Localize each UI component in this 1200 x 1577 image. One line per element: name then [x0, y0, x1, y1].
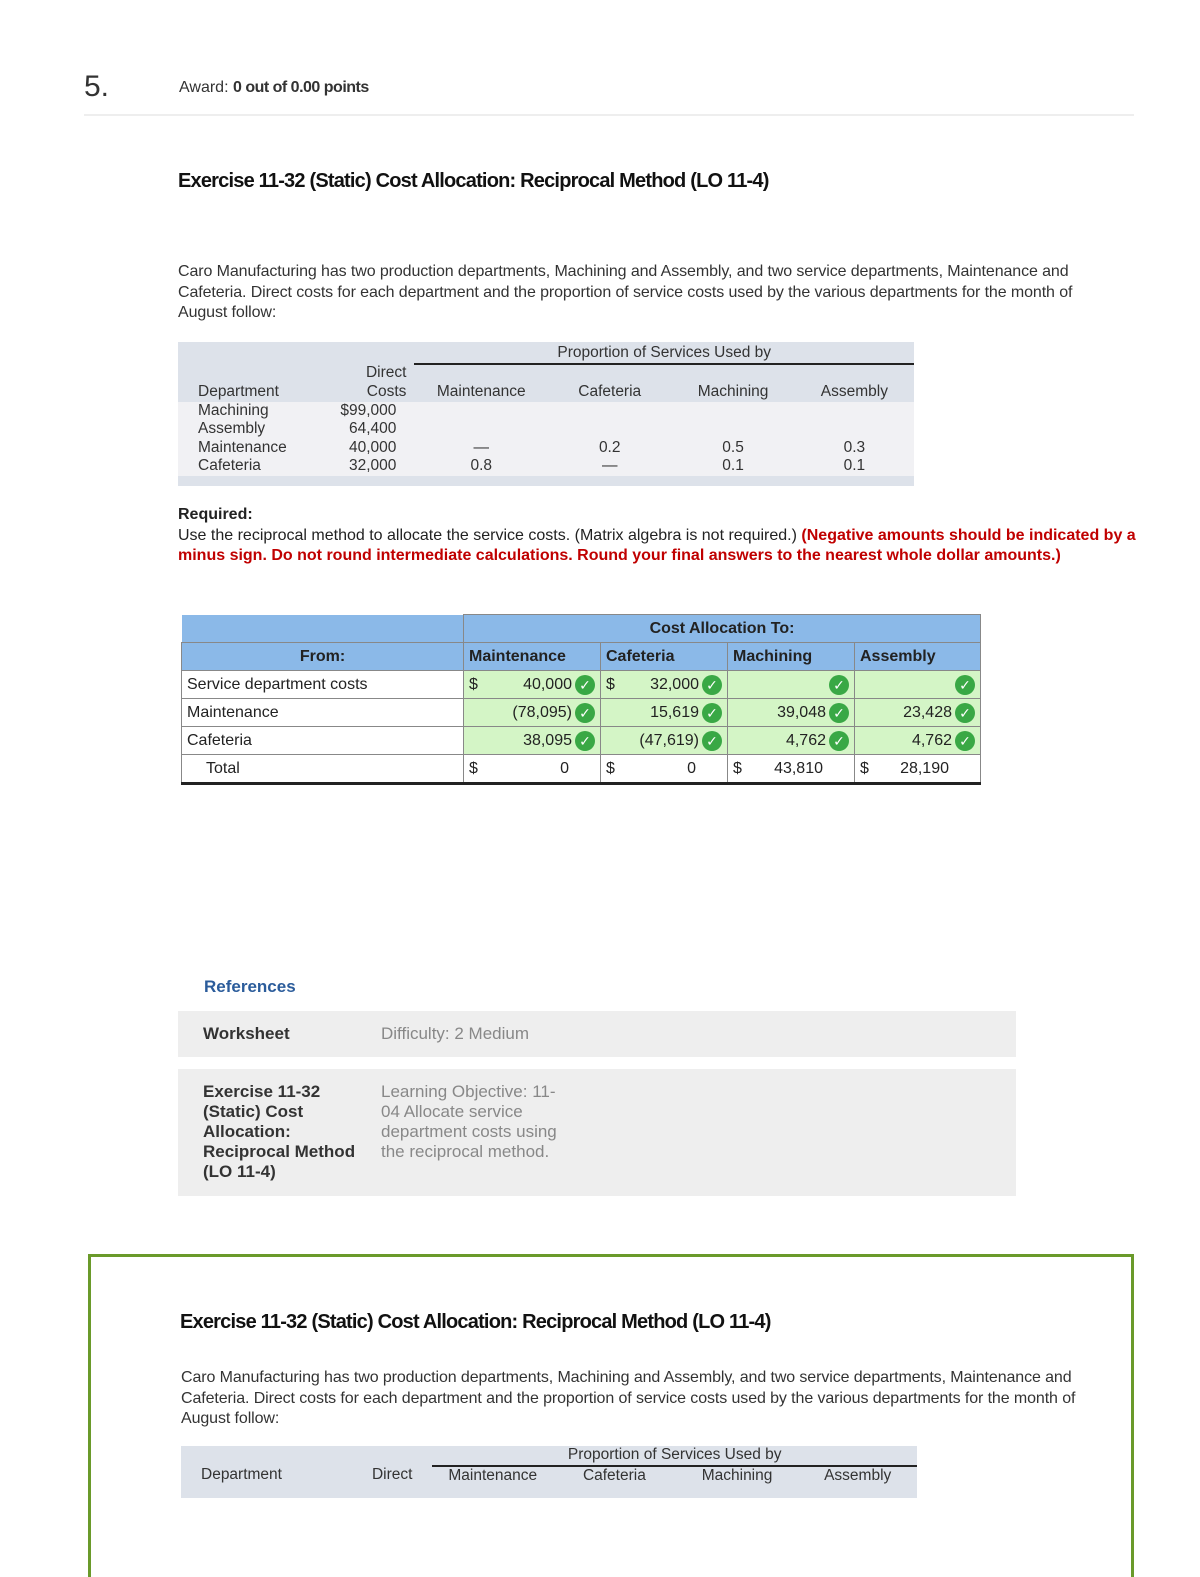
row-maint: — — [473, 438, 489, 456]
row-dept: Cafeteria — [198, 457, 261, 475]
table-row — [178, 402, 914, 421]
answer-input-maintenance[interactable]: 38,095 — [523, 731, 572, 749]
dollar-sign: $ — [733, 759, 742, 777]
answer-input-machining[interactable]: 4,762 — [785, 731, 826, 749]
row-mach: 0.5 — [722, 438, 744, 456]
award-value: 0 out of 0.00 points — [232, 79, 369, 96]
row-maint: 0.8 — [470, 457, 493, 475]
row-asm — [795, 402, 914, 421]
answer-input-cafeteria[interactable]: 15,619 — [650, 703, 699, 721]
table-row — [182, 699, 981, 727]
answer-input-machining[interactable]: 39,048 — [777, 703, 826, 721]
correct-check-icon: ✓ — [575, 675, 595, 695]
col-assembly: Assembly — [855, 643, 981, 671]
text-line: 04 Allocate service — [381, 1102, 523, 1121]
text-line: Allocation: — [203, 1122, 291, 1141]
correct-check-icon: ✓ — [955, 731, 975, 751]
answer-input-maintenance[interactable]: (78,095) — [512, 703, 572, 721]
row-dept: Maintenance — [198, 438, 287, 456]
col-cafeteria: Cafeteria — [578, 383, 642, 401]
total-label: Total — [182, 755, 464, 784]
text-line: department costs using — [381, 1122, 557, 1141]
dollar-sign: $ — [606, 675, 615, 693]
row-caf — [548, 402, 671, 421]
row-label: Service department costs — [182, 671, 464, 699]
row-dept: Machining — [198, 401, 269, 419]
proportion-group-header: Proportion of Services Used by — [414, 342, 914, 364]
answer-input-cafeteria[interactable]: (47,619) — [639, 731, 699, 749]
table-row — [178, 420, 914, 439]
col-direct: Direct — [371, 1466, 413, 1484]
dollar-sign: $ — [860, 759, 869, 777]
answer-input-assembly[interactable]: 23,428 — [903, 703, 952, 721]
col-direct-line1: Direct — [365, 364, 407, 382]
col-department: Department — [198, 383, 279, 401]
col-assembly: Assembly — [824, 1466, 892, 1484]
from-header: From: — [182, 643, 464, 671]
required-section — [178, 505, 1138, 567]
repeat-given-table — [181, 1446, 917, 1498]
dollar-sign: $ — [469, 759, 478, 777]
dollar-sign: $ — [606, 759, 615, 777]
repeat-title: Exercise 11-32 (Static) Cost Allocation: Reciprocal Method (LO 11-4) — [180, 1311, 771, 1333]
total-maintenance: 0 — [560, 759, 569, 777]
text-line: (LO 11-4) — [203, 1162, 276, 1181]
row-direct: $99,000 — [340, 401, 397, 419]
answer-input-cafeteria[interactable]: 32,000 — [650, 675, 699, 693]
given-data-table — [178, 342, 914, 486]
header-divider — [84, 114, 1134, 116]
dollar-sign: $ — [469, 675, 478, 693]
answer-table — [181, 614, 981, 785]
correct-check-icon: ✓ — [702, 675, 722, 695]
table-row — [178, 457, 914, 476]
total-cafeteria: 0 — [687, 759, 696, 777]
learning-objective — [381, 1082, 557, 1162]
total-assembly: 28,190 — [900, 759, 949, 777]
row-caf: 0.2 — [598, 438, 621, 456]
row-caf: — — [601, 457, 618, 475]
total-machining: 43,810 — [774, 759, 823, 777]
col-machining: Machining — [701, 1466, 773, 1484]
row-maint — [414, 402, 548, 421]
exercise-intro: Caro Manufacturing has two production departments, Machining and Assembly, and two service departments, Maintenance and Cafeteria. Direct costs for each department and the proportion of service costs used by the various departments for the month of August follow: — [178, 263, 1073, 321]
row-asm: 0.1 — [843, 457, 866, 475]
required-instructions: (Negative amounts should be indicated by a minus sign. Do not round intermediate calculations. Round your final answers to the nearest whole dollar amounts.) — [178, 526, 1136, 564]
answer-input-assembly[interactable]: 4,762 — [911, 731, 952, 749]
text-line: Exercise 11-32 — [203, 1082, 321, 1101]
worksheet-label[interactable]: Worksheet — [203, 1024, 290, 1043]
correct-check-icon: ✓ — [575, 703, 595, 723]
row-mach: 0.1 — [722, 457, 744, 475]
answer-input-maintenance[interactable]: 40,000 — [523, 675, 572, 693]
total-row — [182, 755, 981, 784]
text-line: Learning Objective: 11- — [381, 1082, 556, 1101]
col-direct-line2: Costs — [366, 383, 407, 401]
reference-exercise-title[interactable] — [203, 1082, 355, 1182]
award-label: Award: — [179, 79, 229, 96]
row-caf — [548, 420, 671, 439]
question-number: 5. — [84, 70, 110, 103]
row-asm — [795, 420, 914, 439]
row-asm: 0.3 — [843, 438, 866, 456]
row-direct: 32,000 — [349, 457, 397, 475]
text-line: Reciprocal Method — [203, 1142, 356, 1161]
correct-check-icon: ✓ — [702, 703, 722, 723]
correct-check-icon: ✓ — [955, 703, 975, 723]
col-assembly: Assembly — [820, 383, 888, 401]
correct-check-icon: ✓ — [955, 675, 975, 695]
col-maintenance: Maintenance — [464, 643, 601, 671]
proportion-group-header: Proportion of Services Used by — [432, 1446, 917, 1466]
table-row — [182, 727, 981, 755]
correct-check-icon: ✓ — [829, 731, 849, 751]
repeat-intro: Caro Manufacturing has two production departments, Machining and Assembly, and two service departments, Maintenance and Cafeteria. Direct costs for each department and the proportion of service costs used by the various departments for the month of August follow: — [181, 1369, 1076, 1427]
row-maint — [414, 420, 548, 439]
correct-check-icon: ✓ — [702, 731, 722, 751]
row-label: Cafeteria — [182, 727, 464, 755]
row-label: Maintenance — [182, 699, 464, 727]
reference-exercise[interactable] — [178, 1069, 1016, 1196]
award-line — [179, 79, 369, 97]
col-cafeteria: Cafeteria — [601, 643, 728, 671]
row-mach — [671, 420, 794, 439]
col-maintenance: Maintenance — [436, 383, 526, 401]
correct-check-icon: ✓ — [575, 731, 595, 751]
col-machining: Machining — [697, 383, 769, 401]
cost-allocation-header: Cost Allocation To: — [464, 615, 981, 643]
col-maintenance: Maintenance — [448, 1466, 538, 1484]
reference-worksheet[interactable] — [178, 1011, 1016, 1057]
row-direct: 40,000 — [349, 438, 397, 456]
exercise-title: Exercise 11-32 (Static) Cost Allocation: Reciprocal Method (LO 11-4) — [178, 170, 769, 192]
table-row — [178, 439, 914, 458]
difficulty-label: Difficulty: 2 Medium — [381, 1024, 530, 1043]
table-row — [182, 671, 981, 699]
col-department: Department — [201, 1466, 282, 1484]
row-mach — [671, 402, 794, 421]
col-cafeteria: Cafeteria — [582, 1466, 646, 1484]
text-line: the reciprocal method. — [381, 1142, 550, 1161]
row-direct: 64,400 — [349, 420, 397, 438]
row-dept: Assembly — [198, 420, 266, 438]
required-label: Required: — [178, 506, 253, 523]
references-title[interactable]: References — [204, 977, 296, 996]
required-text: Use the reciprocal method to allocate the service costs. (Matrix algebra is not required.) — [178, 526, 797, 544]
text-line: (Static) Cost — [203, 1102, 304, 1121]
correct-check-icon: ✓ — [829, 675, 849, 695]
correct-check-icon: ✓ — [829, 703, 849, 723]
col-machining: Machining — [728, 643, 855, 671]
